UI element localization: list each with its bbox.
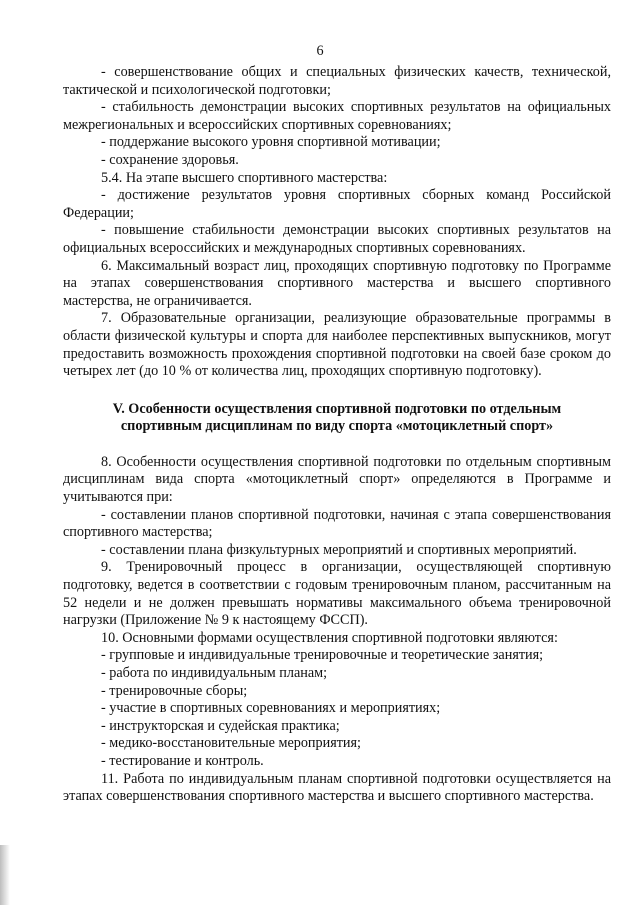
- list-item-individual-plans: - работа по индивидуальным планам;: [101, 665, 328, 681]
- paragraph-clause-10: 10. Основными формами осуществления спортивной подготовки являются:: [101, 629, 558, 646]
- list-item-testing-control: - тестирование и контроль.: [101, 752, 264, 769]
- paragraph-bullet-training-plans: - составлении планов спортивной подготовки, начиная с этапа совершенствования спортивного мастерства;: [63, 506, 611, 541]
- section-heading-line-1: V. Особенности осуществления спортивной подготовки по отдельным: [112, 400, 562, 417]
- paragraph-bullet-qualities: - совершенствование общих и специальных физических качеств, технической, тактической и психологической подготовки;: [63, 64, 611, 98]
- paragraph-clause-8: 8. Особенности осуществления спортивной подготовки по отдельным спортивным дисциплинам вида спорта «мотоциклетный спорт» определяются в Программе и учитываются при:: [63, 453, 611, 506]
- page-number: 6: [316, 43, 324, 59]
- document-body: [63, 64, 611, 806]
- section-heading-line-2: спортивным дисциплинам по виду спорта «мотоциклетный спорт»: [120, 418, 554, 435]
- list-item-group-sessions: - групповые и индивидуальные тренировочные и теоретические занятия;: [101, 647, 544, 664]
- section-heading: [63, 401, 611, 436]
- paragraph-bullet-international: - повышение стабильности демонстрации высоких спортивных результатов на официальных всероссийских и международных спортивных соревнованиях.: [63, 222, 611, 256]
- paragraph-clause-6: 6. Максимальный возраст лиц, проходящих спортивную подготовку по Программе на этапах совершенствования спортивного мастерства и высшего спортивного мастерства, не ограничивается.: [63, 257, 611, 309]
- paragraph-bullet-stability: - стабильность демонстрации высоких спортивных результатов на официальных межрегиональных и всероссийских спортивных соревнованиях;: [63, 99, 611, 133]
- list-item-medical-recovery: - медико-восстановительные мероприятия;: [101, 735, 361, 752]
- list-item-competitions: - участие в спортивных соревнованиях и мероприятиях;: [101, 700, 441, 717]
- paragraph-clause-9: 9. Тренировочный процесс в организации, осуществляющей спортивную подготовку, ведется в соответствии с годовым тренировочным планом, рассчитанным на 52 недели и не должен превышать нормативы максимального объема тренировочной нагрузки (Приложение № 9 к настоящему ФССП).: [63, 559, 611, 629]
- paragraph-bullet-events-plan: - составлении плана физкультурных мероприятий и спортивных мероприятий.: [101, 541, 577, 558]
- paragraph-clause-7: 7. Образовательные организации, реализующие образовательные программы в области физической культуры и спорта для наиболее перспективных выпускников, могут предоставить возможность прохождения спортивной подготовки на своей базе сроком до четырех лет (до 10 % от количества лиц, проходящих спортивную подготовку).: [63, 310, 611, 380]
- paragraph-bullet-national-teams: - достижение результатов уровня спортивных сборных команд Российской Федерации;: [63, 187, 611, 221]
- list-item-training-camps: - тренировочные сборы;: [101, 682, 248, 699]
- scan-edge-shadow: [0, 845, 10, 905]
- paragraph-bullet-motivation: - поддержание высокого уровня спортивной мотивации;: [101, 134, 441, 151]
- list-item-instructor-practice: - инструкторская и судейская практика;: [101, 717, 340, 734]
- paragraph-bullet-health: - сохранение здоровья.: [101, 151, 239, 168]
- paragraph-clause-5-4: 5.4. На этапе высшего спортивного мастерства:: [101, 169, 388, 186]
- paragraph-clause-11: 11. Работа по индивидуальным планам спортивной подготовки осуществляется на этапах совершенствования спортивного мастерства и высшего спортивного мастерства.: [63, 770, 611, 805]
